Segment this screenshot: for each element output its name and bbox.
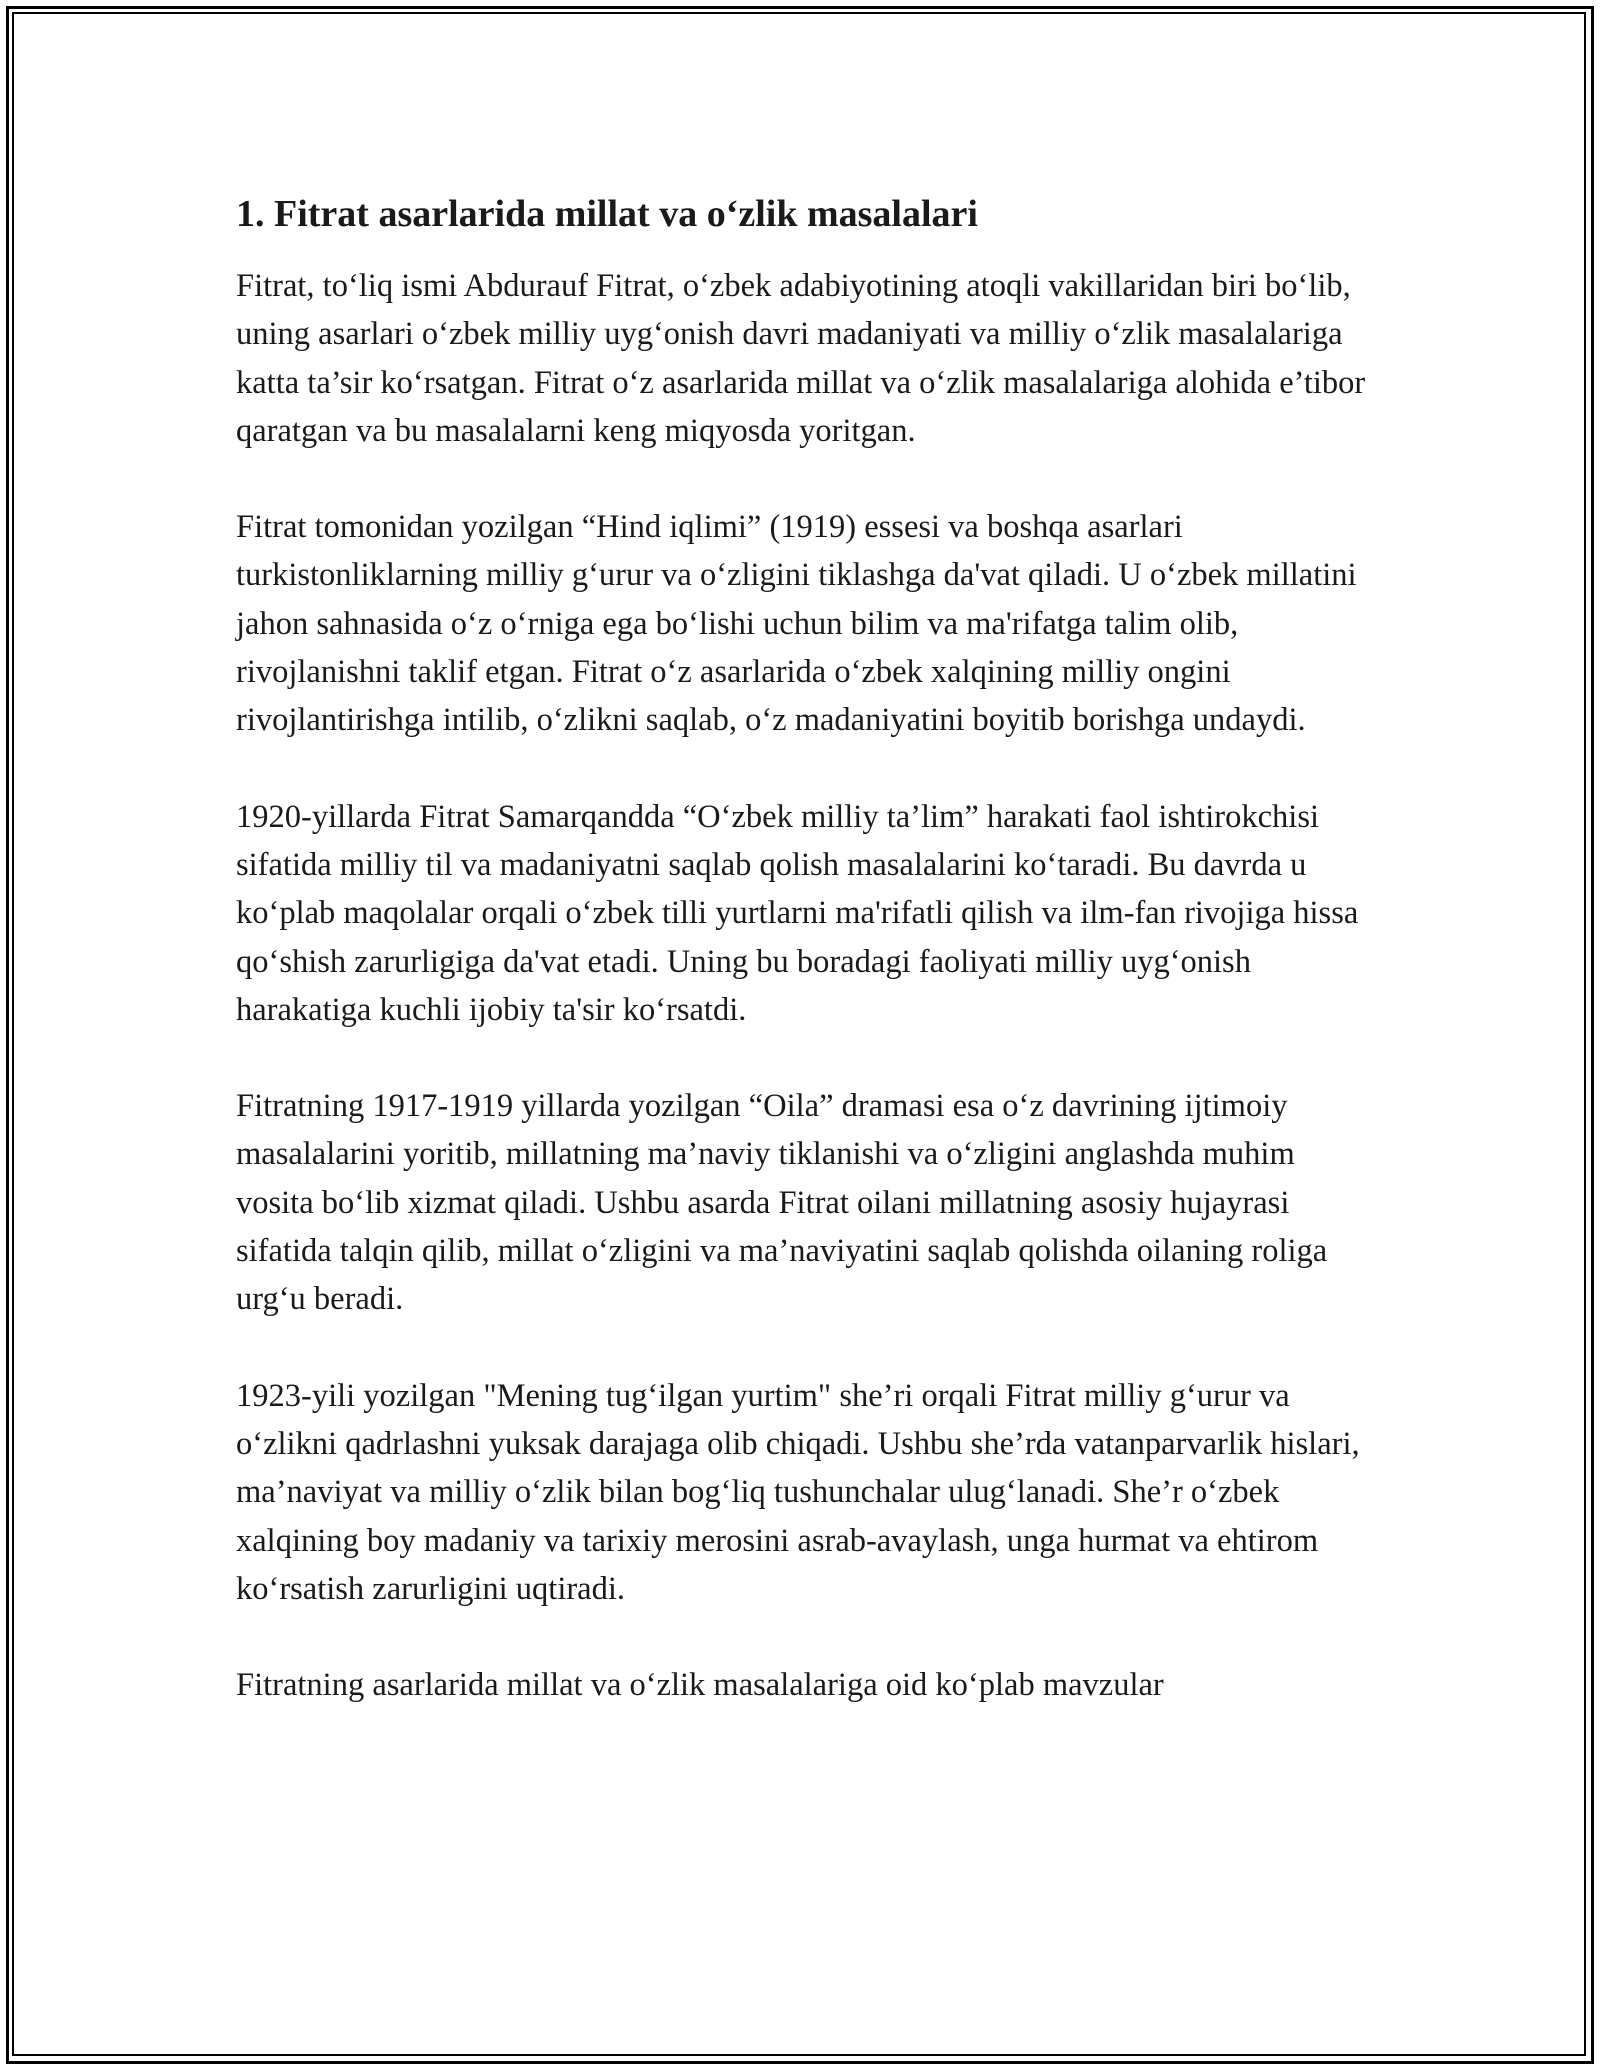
paragraph-1920s: 1920-yillarda Fitrat Samarqandda “O‘zbek milliy ta’lim” harakati faol ishtirokchisi sifatida milliy til va madaniyatni saqlab qolish masalalarini ko‘taradi. Bu davrda u ko‘plab maqolalar orqali o‘zbek tilli yurtlarni ma'rifatli qilish va ilm-fan rivojiga hissa qo‘shish zarurligiga da'vat etadi. Uning bu boradagi faoliyati milliy uyg‘onish harakatiga kuchli ijobiy ta'sir ko‘rsatdi. bbox=[236, 798, 1359, 1028]
paragraph-intro: Fitrat, to‘liq ismi Abdurauf Fitrat, o‘zbek adabiyotining atoqli vakillaridan biri bo‘lib, uning asarlari o‘zbek milliy uyg‘onish davri madaniyati va milliy o‘zlik masalalariga katta ta’sir ko‘rsatgan. Fitrat o‘z asarlarida millat va o‘zlik masalalariga alohida e’tibor qaratgan va bu masalalarni keng miqyosda yoritgan. bbox=[236, 268, 1366, 449]
paragraph-poem-1923: 1923-yili yozilgan "Mening tug‘ilgan yurtim" she’ri orqali Fitrat milliy g‘urur va o‘zlikni qadrlashni yuksak darajaga olib chiqadi. Ushbu she’rda vatanparvarlik hislari, ma’naviyat va milliy o‘zlik bilan bog‘liq tushunchalar ulug‘lanadi. She’r o‘zbek xalqining boy madaniy va tarixiy merosini asrab-avaylash, unga hurmat va ehtirom ko‘rsatish zarurligini uqtiradi. bbox=[236, 1377, 1360, 1607]
paragraph-hind-iqlimi: Fitrat tomonidan yozilgan “Hind iqlimi” (1919) essesi va boshqa asarlari turkistonliklarning milliy g‘urur va o‘zligini tiklashga da'vat qiladi. U o‘zbek millatini jahon sahnasida o‘z o‘rniga ega bo‘lishi uchun bilim va ma'rifatga talim olib, rivojlanishni taklif etgan. Fitrat o‘z asarlarida o‘zbek xalqining milliy ongini rivojlantirishga intilib, o‘zlikni saqlab, o‘z madaniyatini boyitib borishga undaydi. bbox=[236, 509, 1357, 739]
document-body bbox=[236, 190, 1376, 1709]
section-heading: 1. Fitrat asarlarida millat va o‘zlik masalalari bbox=[236, 193, 978, 235]
paragraph-oila-drama: Fitratning 1917-1919 yillarda yozilgan “Oila” dramasi esa o‘z davrining ijtimoiy masalalarini yoritib, millatning ma’naviy tiklanishi va o‘zligini anglashda muhim vosita bo‘lib xizmat qiladi. Ushbu asarda Fitrat oilani millatning asosiy hujayrasi sifatida talqin qilib, millat o‘zligini va ma’naviyatini saqlab qolishda oilaning roliga urg‘u beradi. bbox=[236, 1088, 1328, 1318]
paragraph-continuation: Fitratning asarlarida millat va o‘zlik masalalariga oid ko‘plab mavzular bbox=[236, 1667, 1164, 1704]
